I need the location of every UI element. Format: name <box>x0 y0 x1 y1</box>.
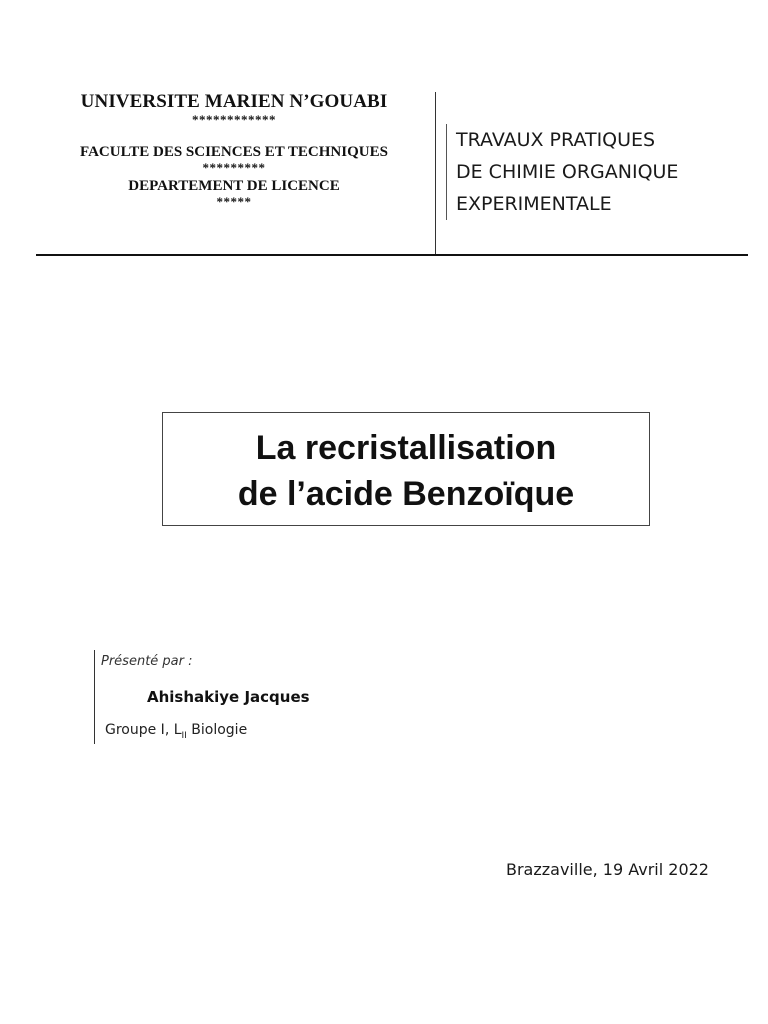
group-prefix: Groupe I, L <box>105 722 182 738</box>
group-suffix: Biologie <box>186 722 248 738</box>
separator-stars: ***** <box>216 194 252 209</box>
course-line: EXPERIMENTALE <box>456 193 612 215</box>
group-info <box>105 722 247 741</box>
header-vertical-divider <box>435 92 436 254</box>
document-title-box <box>162 412 650 526</box>
presenter-name: Ahishakiye Jacques <box>147 688 310 706</box>
presented-by-label: Présenté par : <box>101 654 193 669</box>
separator-stars: ********* <box>202 160 266 175</box>
institution-header <box>36 90 432 208</box>
presenter-block <box>94 650 395 744</box>
place-and-date: Brazzaville, 19 Avril 2022 <box>506 860 709 879</box>
course-line: TRAVAUX PRATIQUES <box>456 129 656 151</box>
title-line: de l’acide Benzoïque <box>237 475 575 513</box>
header-horizontal-rule <box>36 254 748 256</box>
university-name: UNIVERSITE MARIEN N’GOUABI <box>80 91 388 112</box>
department-name: DEPARTEMENT DE LICENCE <box>128 178 340 194</box>
title-line: La recristallisation <box>255 429 557 467</box>
faculty-name: FACULTE DES SCIENCES ET TECHNIQUES <box>80 144 388 160</box>
course-title-block <box>446 124 756 220</box>
group-level-subscript: II <box>181 730 187 741</box>
course-line: DE CHIMIE ORGANIQUE <box>456 161 679 183</box>
separator-stars: ************ <box>192 112 276 127</box>
